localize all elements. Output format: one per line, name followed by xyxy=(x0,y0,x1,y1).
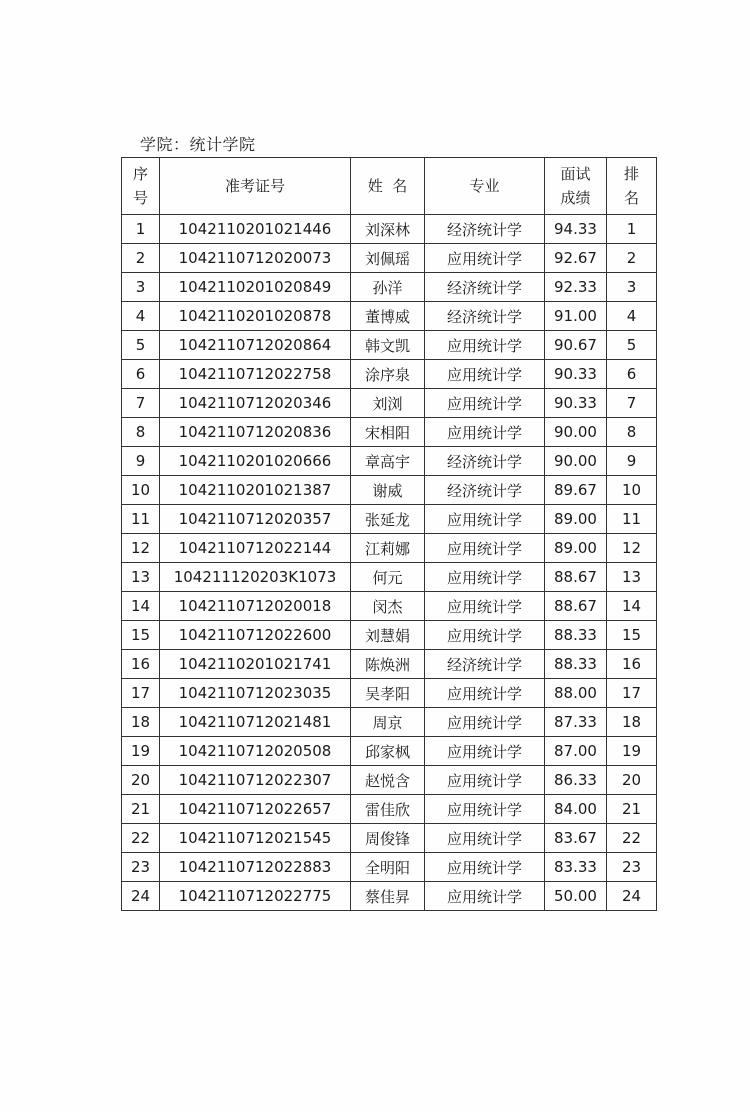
cell-seq: 17 xyxy=(122,679,160,708)
cell-major: 经济统计学 xyxy=(425,476,545,505)
cell-score: 83.33 xyxy=(545,853,607,882)
cell-major: 经济统计学 xyxy=(425,215,545,244)
table-row xyxy=(122,534,657,563)
table-row xyxy=(122,766,657,795)
cell-score: 50.00 xyxy=(545,882,607,911)
cell-major: 应用统计学 xyxy=(425,708,545,737)
cell-exam-id: 1042110712021545 xyxy=(160,824,351,853)
cell-rank: 22 xyxy=(607,824,657,853)
cell-rank: 18 xyxy=(607,708,657,737)
table-row xyxy=(122,853,657,882)
table-row xyxy=(122,795,657,824)
cell-seq: 9 xyxy=(122,447,160,476)
cell-score: 84.00 xyxy=(545,795,607,824)
cell-major: 应用统计学 xyxy=(425,737,545,766)
table-row xyxy=(122,621,657,650)
cell-seq: 4 xyxy=(122,302,160,331)
cell-rank: 7 xyxy=(607,389,657,418)
cell-major: 应用统计学 xyxy=(425,621,545,650)
table-row xyxy=(122,824,657,853)
cell-rank: 6 xyxy=(607,360,657,389)
cell-rank: 13 xyxy=(607,563,657,592)
cell-exam-id: 1042110712023035 xyxy=(160,679,351,708)
table-row xyxy=(122,273,657,302)
cell-exam-id: 1042110712020346 xyxy=(160,389,351,418)
cell-rank: 24 xyxy=(607,882,657,911)
cell-rank: 14 xyxy=(607,592,657,621)
cell-score: 90.33 xyxy=(545,360,607,389)
cell-name: 雷佳欣 xyxy=(351,795,425,824)
header-name: 姓 名 xyxy=(351,158,425,215)
cell-seq: 1 xyxy=(122,215,160,244)
cell-name: 何元 xyxy=(351,563,425,592)
cell-seq: 7 xyxy=(122,389,160,418)
cell-name: 周京 xyxy=(351,708,425,737)
cell-rank: 8 xyxy=(607,418,657,447)
cell-name: 吴孝阳 xyxy=(351,679,425,708)
cell-exam-id: 1042110201021387 xyxy=(160,476,351,505)
table-row xyxy=(122,302,657,331)
cell-name: 陈焕洲 xyxy=(351,650,425,679)
cell-score: 90.00 xyxy=(545,418,607,447)
cell-seq: 6 xyxy=(122,360,160,389)
header-score xyxy=(545,158,607,215)
cell-rank: 20 xyxy=(607,766,657,795)
cell-exam-id: 1042110712020073 xyxy=(160,244,351,273)
cell-seq: 10 xyxy=(122,476,160,505)
cell-exam-id: 1042110712020508 xyxy=(160,737,351,766)
cell-seq: 5 xyxy=(122,331,160,360)
cell-rank: 3 xyxy=(607,273,657,302)
table-row xyxy=(122,650,657,679)
table-row xyxy=(122,331,657,360)
cell-major: 应用统计学 xyxy=(425,882,545,911)
table-row xyxy=(122,563,657,592)
cell-name: 刘浏 xyxy=(351,389,425,418)
cell-score: 89.67 xyxy=(545,476,607,505)
cell-score: 91.00 xyxy=(545,302,607,331)
cell-score: 90.67 xyxy=(545,331,607,360)
interview-results-table xyxy=(121,157,657,911)
cell-seq: 24 xyxy=(122,882,160,911)
cell-exam-id: 1042110712022144 xyxy=(160,534,351,563)
cell-score: 87.33 xyxy=(545,708,607,737)
cell-exam-id: 1042110712020357 xyxy=(160,505,351,534)
cell-seq: 8 xyxy=(122,418,160,447)
cell-exam-id: 1042110712022775 xyxy=(160,882,351,911)
cell-name: 刘佩瑶 xyxy=(351,244,425,273)
cell-name: 宋相阳 xyxy=(351,418,425,447)
cell-score: 90.00 xyxy=(545,447,607,476)
cell-rank: 5 xyxy=(607,331,657,360)
table-row xyxy=(122,505,657,534)
cell-name: 孙洋 xyxy=(351,273,425,302)
cell-seq: 12 xyxy=(122,534,160,563)
cell-score: 88.00 xyxy=(545,679,607,708)
cell-major: 应用统计学 xyxy=(425,534,545,563)
cell-name: 谢威 xyxy=(351,476,425,505)
cell-exam-id: 1042110712020836 xyxy=(160,418,351,447)
cell-name: 邱家枫 xyxy=(351,737,425,766)
cell-major: 应用统计学 xyxy=(425,389,545,418)
cell-major: 应用统计学 xyxy=(425,766,545,795)
cell-rank: 4 xyxy=(607,302,657,331)
table-row xyxy=(122,215,657,244)
cell-exam-id: 1042110712020018 xyxy=(160,592,351,621)
cell-score: 88.33 xyxy=(545,650,607,679)
cell-seq: 11 xyxy=(122,505,160,534)
cell-name: 蔡佳昇 xyxy=(351,882,425,911)
cell-name: 董博威 xyxy=(351,302,425,331)
cell-seq: 2 xyxy=(122,244,160,273)
table-row xyxy=(122,447,657,476)
cell-score: 89.00 xyxy=(545,534,607,563)
cell-name: 刘慧娟 xyxy=(351,621,425,650)
cell-major: 经济统计学 xyxy=(425,302,545,331)
cell-score: 88.33 xyxy=(545,621,607,650)
cell-score: 87.00 xyxy=(545,737,607,766)
cell-major: 应用统计学 xyxy=(425,505,545,534)
cell-name: 张延龙 xyxy=(351,505,425,534)
cell-major: 应用统计学 xyxy=(425,331,545,360)
header-rank-line2: 名 xyxy=(623,189,639,207)
cell-score: 90.33 xyxy=(545,389,607,418)
cell-rank: 23 xyxy=(607,853,657,882)
table-row xyxy=(122,882,657,911)
cell-major: 经济统计学 xyxy=(425,447,545,476)
cell-seq: 23 xyxy=(122,853,160,882)
cell-seq: 3 xyxy=(122,273,160,302)
cell-exam-id: 1042110712020864 xyxy=(160,331,351,360)
cell-major: 应用统计学 xyxy=(425,592,545,621)
cell-exam-id: 1042110201020849 xyxy=(160,273,351,302)
cell-exam-id: 104211120203K1073 xyxy=(160,563,351,592)
cell-major: 应用统计学 xyxy=(425,418,545,447)
cell-rank: 10 xyxy=(607,476,657,505)
table-row xyxy=(122,244,657,273)
cell-rank: 12 xyxy=(607,534,657,563)
header-score-line1: 面试 xyxy=(560,165,591,183)
cell-major: 经济统计学 xyxy=(425,650,545,679)
cell-name: 涂序泉 xyxy=(351,360,425,389)
cell-score: 92.33 xyxy=(545,273,607,302)
table-row xyxy=(122,360,657,389)
cell-exam-id: 1042110712022657 xyxy=(160,795,351,824)
header-major: 专业 xyxy=(425,158,545,215)
cell-score: 88.67 xyxy=(545,592,607,621)
table-row xyxy=(122,679,657,708)
header-seq-line1: 序 xyxy=(132,165,148,183)
cell-rank: 15 xyxy=(607,621,657,650)
cell-name: 江莉娜 xyxy=(351,534,425,563)
cell-exam-id: 1042110712022883 xyxy=(160,853,351,882)
cell-score: 92.67 xyxy=(545,244,607,273)
cell-seq: 16 xyxy=(122,650,160,679)
cell-seq: 20 xyxy=(122,766,160,795)
cell-seq: 22 xyxy=(122,824,160,853)
cell-exam-id: 1042110712022600 xyxy=(160,621,351,650)
cell-seq: 19 xyxy=(122,737,160,766)
cell-exam-id: 1042110712021481 xyxy=(160,708,351,737)
cell-major: 应用统计学 xyxy=(425,679,545,708)
header-seq xyxy=(122,158,160,215)
cell-rank: 17 xyxy=(607,679,657,708)
cell-seq: 15 xyxy=(122,621,160,650)
cell-seq: 13 xyxy=(122,563,160,592)
table-row xyxy=(122,592,657,621)
cell-name: 韩文凯 xyxy=(351,331,425,360)
cell-rank: 19 xyxy=(607,737,657,766)
table-row xyxy=(122,389,657,418)
table-row xyxy=(122,418,657,447)
cell-rank: 16 xyxy=(607,650,657,679)
cell-score: 94.33 xyxy=(545,215,607,244)
cell-major: 应用统计学 xyxy=(425,244,545,273)
cell-exam-id: 1042110201021741 xyxy=(160,650,351,679)
header-seq-line2: 号 xyxy=(132,189,148,207)
cell-major: 应用统计学 xyxy=(425,824,545,853)
cell-exam-id: 1042110712022307 xyxy=(160,766,351,795)
table-body xyxy=(122,215,657,911)
table-row xyxy=(122,737,657,766)
cell-seq: 18 xyxy=(122,708,160,737)
cell-major: 应用统计学 xyxy=(425,853,545,882)
cell-score: 89.00 xyxy=(545,505,607,534)
cell-exam-id: 1042110201021446 xyxy=(160,215,351,244)
table-header-row xyxy=(122,158,657,215)
cell-name: 全明阳 xyxy=(351,853,425,882)
cell-major: 应用统计学 xyxy=(425,360,545,389)
cell-rank: 1 xyxy=(607,215,657,244)
cell-rank: 2 xyxy=(607,244,657,273)
cell-name: 周俊锋 xyxy=(351,824,425,853)
cell-major: 经济统计学 xyxy=(425,273,545,302)
header-exam-id: 准考证号 xyxy=(160,158,351,215)
cell-name: 闵杰 xyxy=(351,592,425,621)
cell-exam-id: 1042110712022758 xyxy=(160,360,351,389)
cell-major: 应用统计学 xyxy=(425,795,545,824)
table-row xyxy=(122,708,657,737)
cell-exam-id: 1042110201020878 xyxy=(160,302,351,331)
cell-name: 赵悦含 xyxy=(351,766,425,795)
cell-seq: 14 xyxy=(122,592,160,621)
cell-name: 刘深林 xyxy=(351,215,425,244)
cell-rank: 21 xyxy=(607,795,657,824)
cell-score: 86.33 xyxy=(545,766,607,795)
cell-score: 83.67 xyxy=(545,824,607,853)
cell-rank: 11 xyxy=(607,505,657,534)
header-score-line2: 成绩 xyxy=(560,189,591,207)
cell-major: 应用统计学 xyxy=(425,563,545,592)
cell-seq: 21 xyxy=(122,795,160,824)
table-row xyxy=(122,476,657,505)
cell-score: 88.67 xyxy=(545,563,607,592)
college-label: 学院：统计学院 xyxy=(140,135,256,154)
header-rank-line1: 排 xyxy=(623,165,639,183)
cell-rank: 9 xyxy=(607,447,657,476)
cell-name: 章高宇 xyxy=(351,447,425,476)
cell-exam-id: 1042110201020666 xyxy=(160,447,351,476)
header-rank xyxy=(607,158,657,215)
